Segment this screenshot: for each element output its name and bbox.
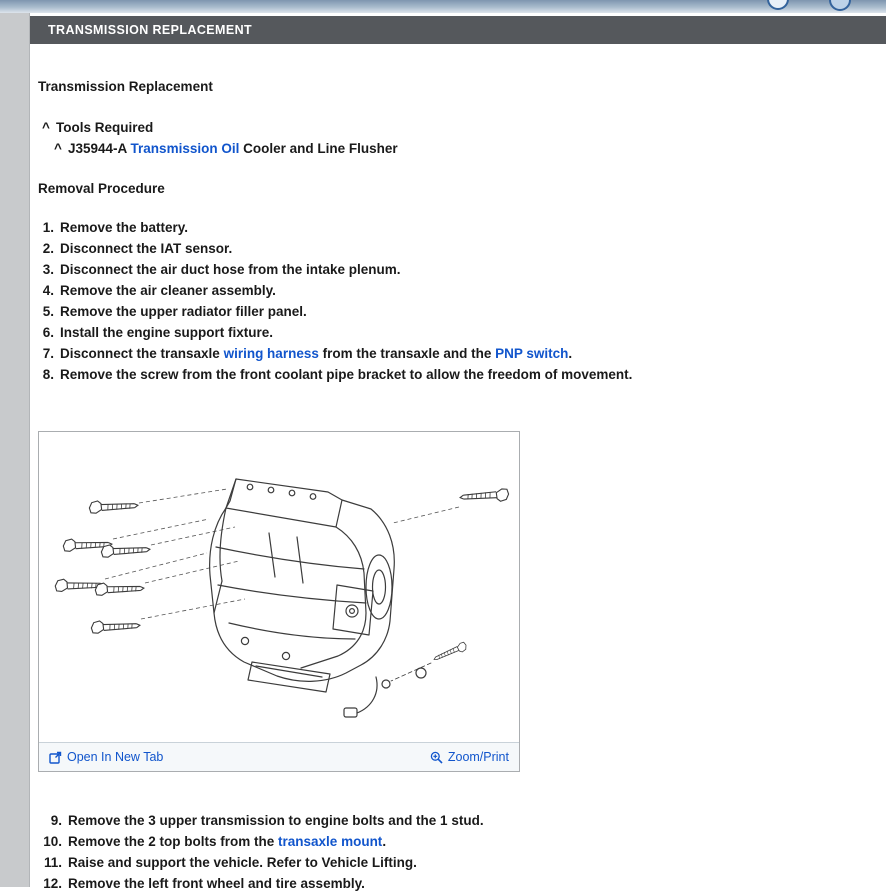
open-in-new-tab-link[interactable] <box>49 750 163 764</box>
step-10 <box>40 831 886 852</box>
step-9 <box>40 810 886 831</box>
caret-marker: ^ <box>42 120 50 135</box>
tools-required-block <box>38 117 886 159</box>
step-number: 11. <box>43 855 62 870</box>
left-panel-strip <box>0 13 30 887</box>
step-8 <box>40 364 886 385</box>
step-number: 9. <box>50 813 62 828</box>
caret-marker: ^ <box>54 141 62 156</box>
step-number: 12. <box>43 876 62 891</box>
wiring-harness-link[interactable]: wiring harness <box>223 346 319 361</box>
step-12 <box>40 873 886 894</box>
step-text: Raise and support the vehicle. Refer to Vehicle Lifting. <box>68 855 417 870</box>
transaxle-mount-link[interactable]: transaxle mount <box>278 834 383 849</box>
step-number: 2. <box>42 241 54 256</box>
steps-list-1-8 <box>38 217 886 385</box>
open-in-new-tab-icon <box>49 751 62 764</box>
step-number: 10. <box>43 834 62 849</box>
magnifier-plus-icon <box>430 751 443 764</box>
step-number: 3. <box>42 262 54 277</box>
step-text-segment: from the transaxle and the <box>318 346 496 361</box>
top-toolbar <box>0 0 886 13</box>
step-text <box>68 831 886 852</box>
tool-item-post: Cooler and Line Flusher <box>239 141 398 156</box>
tool-item-text <box>68 138 398 159</box>
step-text: Remove the screw from the front coolant pipe bracket to allow the freedom of movement. <box>60 367 633 382</box>
step-3 <box>40 259 886 280</box>
step-7 <box>40 343 886 364</box>
step-text: Remove the left front wheel and tire assembly. <box>68 876 365 891</box>
step-text-segment: . <box>568 346 573 361</box>
transmission-diagram[interactable] <box>39 432 519 742</box>
tool-item-pre: J35944-A <box>68 141 131 156</box>
step-number: 8. <box>42 367 54 382</box>
doc-title: Transmission Replacement <box>38 79 213 94</box>
step-text-segment: Remove the 2 top bolts from the <box>68 834 279 849</box>
step-text: Remove the 3 upper transmission to engine bolts and the 1 stud. <box>68 813 484 828</box>
step-number: 6. <box>42 325 54 340</box>
steps-list-9-12 <box>38 810 886 894</box>
step-number: 1. <box>42 220 54 235</box>
pnp-switch-link[interactable]: PNP switch <box>495 346 569 361</box>
section-header <box>30 16 886 44</box>
step-text-segment: . <box>382 834 387 849</box>
step-11 <box>40 852 886 873</box>
step-number: 5. <box>42 304 54 319</box>
tools-heading-line <box>38 117 886 138</box>
step-1 <box>40 217 886 238</box>
step-4 <box>40 280 886 301</box>
open-in-new-tab-label: Open In New Tab <box>67 750 164 764</box>
figure-box <box>38 431 520 772</box>
zoom-print-link[interactable] <box>430 750 509 764</box>
removal-procedure-heading: Removal Procedure <box>38 181 165 196</box>
step-number: 7. <box>42 346 54 361</box>
step-text: Remove the upper radiator filler panel. <box>60 304 307 319</box>
tools-heading: Tools Required <box>56 120 154 135</box>
transmission-oil-link[interactable]: Transmission Oil <box>130 141 240 156</box>
step-text: Remove the air cleaner assembly. <box>60 283 276 298</box>
figure-toolbar <box>39 742 519 771</box>
step-text: Install the engine support fixture. <box>60 325 274 340</box>
step-number: 4. <box>42 283 54 298</box>
step-text: Disconnect the IAT sensor. <box>60 241 233 256</box>
tool-item-line <box>38 138 886 159</box>
step-text: Remove the battery. <box>60 220 189 235</box>
step-text: Disconnect the air duct hose from the intake plenum. <box>60 262 401 277</box>
step-5 <box>40 301 886 322</box>
step-6 <box>40 322 886 343</box>
step-2 <box>40 238 886 259</box>
document-content <box>30 44 886 894</box>
step-text <box>60 343 886 364</box>
section-title: TRANSMISSION REPLACEMENT <box>48 23 253 37</box>
zoom-print-label: Zoom/Print <box>447 750 509 764</box>
step-text-segment: Disconnect the transaxle <box>60 346 224 361</box>
transmission-line-drawing <box>39 437 519 737</box>
